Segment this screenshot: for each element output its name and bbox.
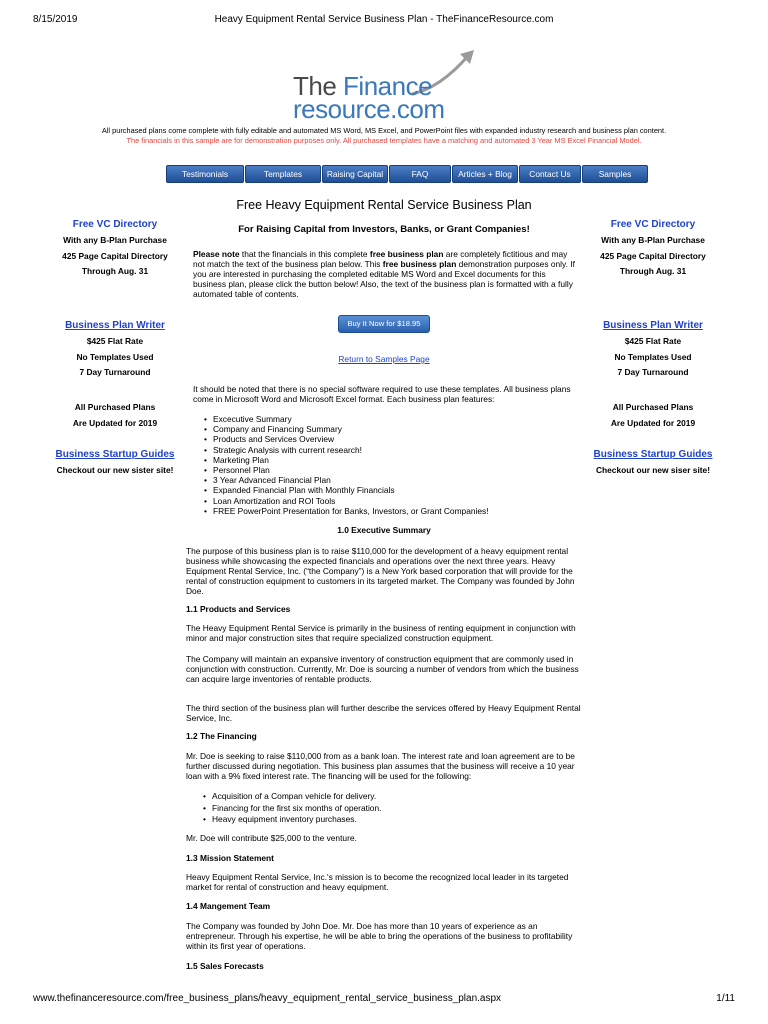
nav-templates[interactable]: Templates xyxy=(245,165,321,183)
management-paragraph: The Company was founded by John Doe. Mr. Doe has more than 10 years of experience as an entrepreneur. Through his expertise, he will be able to bring the operations of the business to profitability within its first year of operations. xyxy=(186,921,573,952)
nav-faq[interactable]: FAQ xyxy=(389,165,451,183)
right-vc-title[interactable]: Free VC Directory xyxy=(610,219,696,230)
note-text: demonstration purposes only. If you are interested in purchasing the completed editable MS Word and Excel documents for this business plan, please click the button below! Also, the text of the business plan is formatted with a fully automated table of contents. xyxy=(193,259,575,300)
right-updated-line: All Purchased Plans xyxy=(612,402,694,412)
nav-articles-blog[interactable]: Articles + Blog xyxy=(452,165,518,183)
right-guides-promo xyxy=(588,449,718,481)
right-vc-promo xyxy=(588,219,718,282)
list-item: • Personnel Plan xyxy=(213,465,489,475)
left-writer-line: $425 Flat Rate xyxy=(86,336,144,346)
right-updated-note xyxy=(588,402,718,433)
left-updated-note xyxy=(50,402,180,433)
nav-raising-capital[interactable]: Raising Capital xyxy=(322,165,388,183)
financing-heading: 1.2 The Financing xyxy=(186,731,257,741)
left-vc-line: Through Aug. 31 xyxy=(81,266,149,277)
note-bold: free business plan xyxy=(369,249,444,259)
nav-testimonials[interactable]: Testimonials xyxy=(166,165,244,183)
contribution-paragraph: Mr. Doe will contribute $25,000 to the venture. xyxy=(186,833,357,843)
left-updated-line: All Purchased Plans xyxy=(74,402,156,412)
return-to-samples-link xyxy=(0,351,768,364)
left-writer-link[interactable]: Business Plan Writer xyxy=(65,320,165,331)
list-item: • Strategic Analysis with current research! xyxy=(213,445,489,455)
list-item: • Company and Financing Summary xyxy=(213,424,489,434)
left-guides-line: Checkout our new sister site! xyxy=(56,465,174,475)
nav-contact-us[interactable]: Contact Us xyxy=(519,165,581,183)
mission-heading: 1.3 Mission Statement xyxy=(186,853,274,863)
templates-paragraph: It should be noted that there is no special software required to use these templates. All business plans come in Microsoft Word and Microsoft Excel format. Each business plan features: xyxy=(193,384,571,405)
left-writer-promo xyxy=(50,320,180,383)
right-vc-line: With any B-Plan Purchase xyxy=(601,235,705,245)
note-text: that the financials in this complete xyxy=(239,249,370,259)
financing-uses-list xyxy=(212,791,381,826)
note-text: are completely fictitious and may not match the text of the business plan below. This xyxy=(193,249,568,270)
list-item: • Products and Services Overview xyxy=(213,434,489,444)
print-header xyxy=(0,14,768,28)
print-date: 8/15/2019 xyxy=(33,14,78,25)
right-writer-line: $425 Flat Rate xyxy=(624,336,682,346)
print-footer xyxy=(0,993,768,1007)
right-writer-line: No Templates Used xyxy=(614,351,692,362)
left-guides-link[interactable]: Business Startup Guides xyxy=(55,449,175,460)
left-vc-line: With any B-Plan Purchase xyxy=(63,235,167,245)
list-item: • FREE PowerPoint Presentation for Banks, Investors, or Grant Companies! xyxy=(213,506,489,516)
samples-link-text[interactable]: Return to Samples Page xyxy=(338,354,430,364)
logo-line2: resource.com xyxy=(293,94,445,124)
list-item: • Financing for the first six months of operation. xyxy=(212,803,381,815)
logo-line1: The Finance xyxy=(293,71,433,101)
list-item: • Excecutive Summary xyxy=(213,414,489,424)
note-bold: Please note xyxy=(193,249,240,259)
list-item: • Acquisition of a Compan vehicle for delivery. xyxy=(212,791,381,803)
print-title: Heavy Equipment Rental Service Business Plan - TheFinanceResource.com xyxy=(214,14,554,25)
intro-disclaimer: The financials in this sample are for demonstration purposes only. All purchased templates have a matching and automated 3 Year MS Excel Financial Model. xyxy=(126,136,642,145)
right-guides-link[interactable]: Business Startup Guides xyxy=(593,449,713,460)
products-paragraph: The Heavy Equipment Rental Service is primarily in the business of renting equipment in conjunction with minor and major construction sites that require specialized construction equipment. xyxy=(186,623,576,644)
site-logo[interactable] xyxy=(280,48,495,124)
right-writer-link[interactable]: Business Plan Writer xyxy=(603,320,703,331)
services-paragraph: The third section of the business plan will further describe the services offered by Heavy Equipment Rental Service, Inc. xyxy=(186,703,581,724)
intro-text: All purchased plans come complete with fully editable and automated MS Word, MS Excel, and PowerPoint files with expanded industry research and business plan content. xyxy=(101,126,667,135)
main-nav xyxy=(166,165,648,183)
print-page-number: 1/11 xyxy=(716,993,735,1004)
nav-samples[interactable]: Samples xyxy=(582,165,648,183)
note-paragraph xyxy=(193,249,575,299)
executive-summary-heading: 1.0 Executive Summary xyxy=(337,525,431,535)
note-bold: free business plan xyxy=(382,259,457,270)
inventory-paragraph: The Company will maintain an expansive inventory of construction equipment that are commonly used in conjunction with construction. Currently, Mr. Doe is sourcing a number of vendors from which the business can acquire large inventories of rentable products. xyxy=(186,654,579,685)
mission-paragraph: Heavy Equipment Rental Service, Inc.'s mission is to become the recognized local leader in its targeted market for rental of construction and heavy equipment. xyxy=(186,872,569,893)
financing-paragraph: Mr. Doe is seeking to raise $110,000 from as a bank loan. The interest rate and loan agreement are to be further discussed during negotiation. This business plan assumes that the business will receive a 10 year loan with a 9% fixed interest rate. The financing will be used for the following: xyxy=(186,751,575,782)
page-title: Free Heavy Equipment Rental Service Business Plan xyxy=(236,198,532,212)
right-guides-line: Checkout our new siser site! xyxy=(595,465,711,475)
management-heading: 1.4 Mangement Team xyxy=(186,901,271,911)
print-url: www.thefinanceresource.com/free_business_plans/heavy_equipment_rental_service_business_plan.aspx xyxy=(33,993,502,1004)
left-writer-line: 7 Day Turnaround xyxy=(79,367,151,378)
left-vc-title[interactable]: Free VC Directory xyxy=(72,219,158,230)
list-item: • Expanded Financial Plan with Monthly Financials xyxy=(213,485,489,495)
list-item: • Loan Amortization and ROI Tools xyxy=(213,496,489,506)
exec-paragraph: The purpose of this business plan is to raise $110,000 for the development of a heavy equipment rental business while showcasing the expected financials and operations over the next three years. Heavy Equipment Rental Service, Inc. (“the Company”) is a New York based corporation that will provide for the rental of construction equipment to customers in its targeted market. The Company was founded by John Doe. xyxy=(186,546,575,597)
products-services-heading: 1.1 Products and Services xyxy=(186,604,291,614)
right-vc-line: 425 Page Capital Directory xyxy=(600,250,706,261)
left-guides-promo xyxy=(50,449,180,481)
right-vc-line: Through Aug. 31 xyxy=(619,266,687,277)
list-item: • 3 Year Advanced Financial Plan xyxy=(213,475,489,485)
sales-forecasts-heading: 1.5 Sales Forecasts xyxy=(186,961,264,971)
list-item: • Marketing Plan xyxy=(213,455,489,465)
right-updated-line: Are Updated for 2019 xyxy=(610,417,696,428)
left-vc-line: 425 Page Capital Directory xyxy=(62,250,168,261)
right-writer-line: 7 Day Turnaround xyxy=(617,367,689,378)
raise-heading: For Raising Capital from Investors, Banks, or Grant Companies! xyxy=(238,224,530,235)
list-item: • Heavy equipment inventory purchases. xyxy=(212,814,381,826)
left-updated-line: Are Updated for 2019 xyxy=(72,417,158,428)
features-list xyxy=(213,414,489,516)
left-writer-line: No Templates Used xyxy=(76,351,154,362)
left-vc-promo xyxy=(50,219,180,282)
right-writer-promo xyxy=(588,320,718,383)
buy-now-button[interactable]: Buy It Now for $18.95 xyxy=(338,315,430,333)
